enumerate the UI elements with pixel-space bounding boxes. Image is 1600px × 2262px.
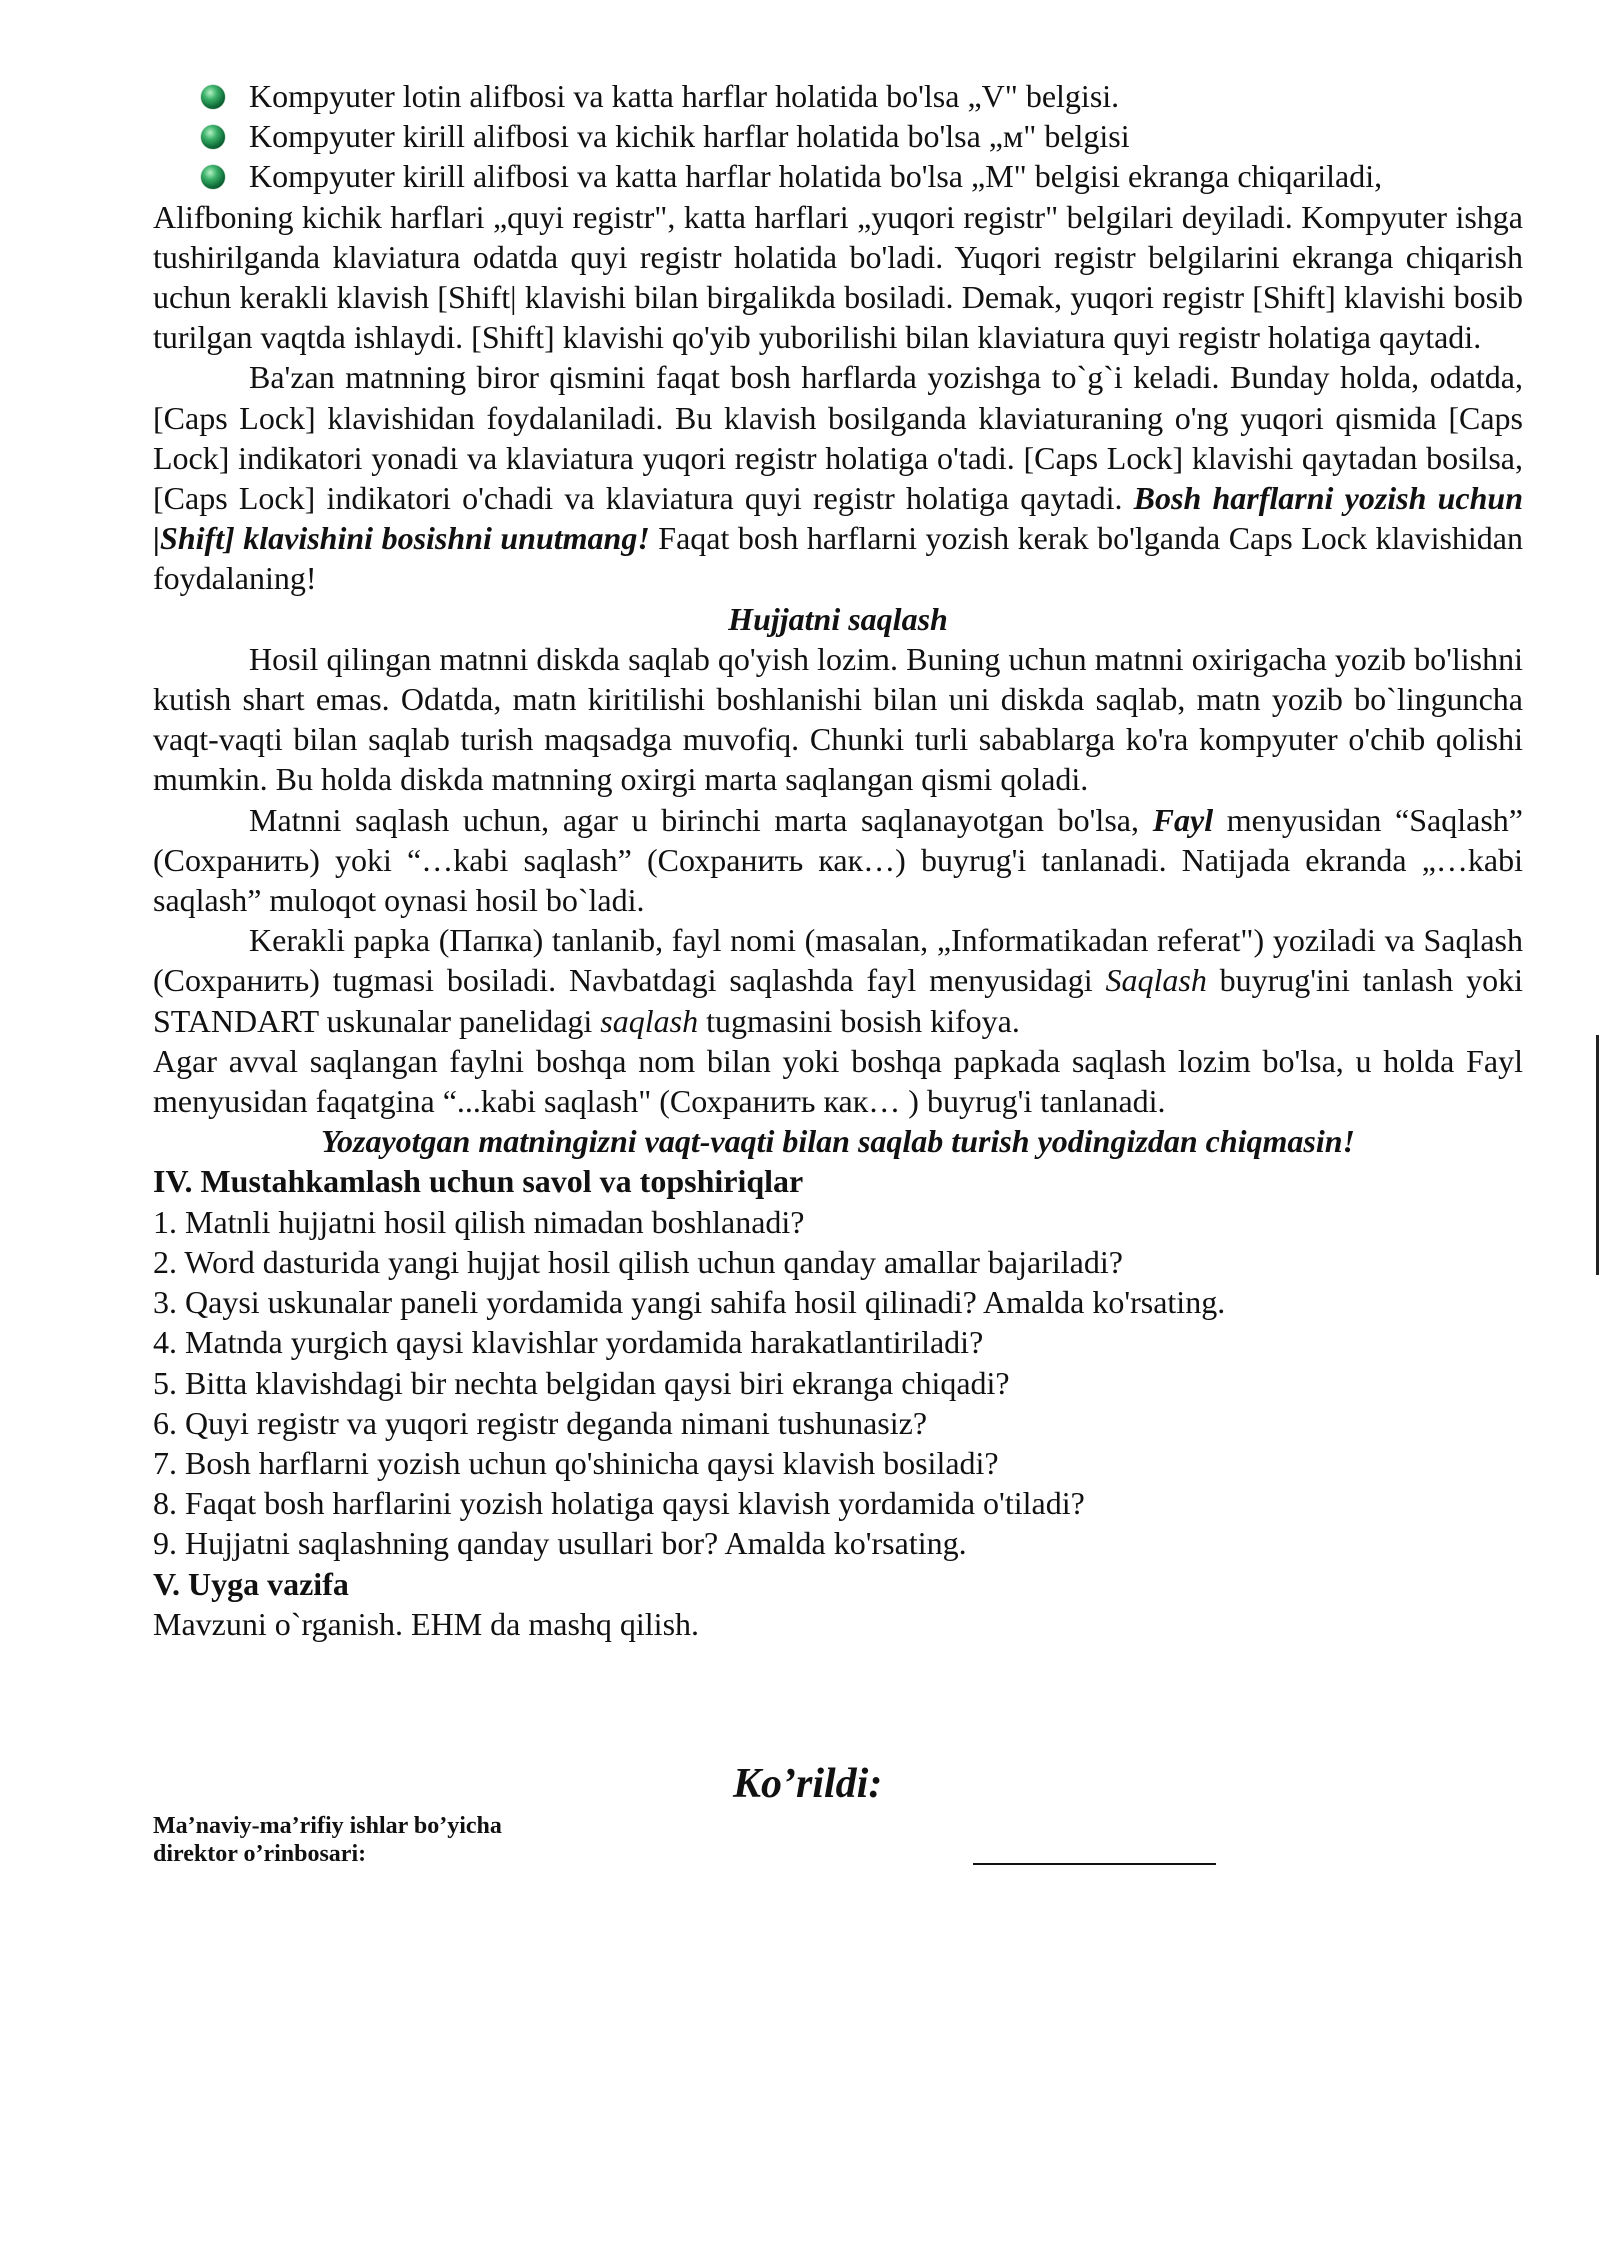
question-item: 7. Bosh harflarni yozish uchun qo'shinicha qaysi klavish bosiladi? — [153, 1444, 999, 1481]
paragraph-text: Ba'zan matnning biror qismini faqat bosh harflarda yozishga to`g`i keladi. Bunday holda, odatda, [Caps Lock] klavishidan foydalaniladi. Bu klavish bosilganda klaviaturaning o'ng yuqori qismida [Caps Lock] indikatori yonadi va klaviatura yuqori registr holatiga o'tadi. [Caps Lock] klavishi qaytadan bosilsa, [Caps Lock] indikatori o'chadi va klaviatura quyi registr holatiga qaytadi. — [153, 359, 1523, 517]
paragraph-save-intro: Hosil qilingan matnni diskda saqlab qo'yish lozim. Buning uchun matnni oxirigacha yozib bo'lishni kutish shart emas. Odatda, matn kiritilishi boshlanishi bilan uni diskda saqlab, matn yozib bo`linguncha vaqt-vaqti bilan saqlab turish maqsadga muvofiq. Chunki turli sabablarga ko'ra kompyuter o'chib qolishi mumkin. Bu holda diskda matnning oxirgi marta saqlangan qismi qoladi. — [153, 640, 1523, 798]
scrollbar-thumb[interactable] — [1596, 1035, 1599, 1275]
section-5-title: V. Uyga vazifa — [153, 1565, 349, 1602]
paragraph-caps-lock — [153, 357, 1523, 598]
questions-list — [153, 1202, 1523, 1564]
question-item: 2. Word dasturida yangi hujjat hosil qilish uchun qanday amallar bajariladi? — [153, 1243, 1123, 1280]
paragraph-text: Kerakli papka (Папка) tanlanib, fayl nomi (masalan, „Informatikadan referat") yoziladi va Saqlash (Сохранить) tugmasi bosiladi. Navbatdagi saqlashda fayl menyusidagi — [153, 922, 1523, 999]
paragraph-text: Faqat bosh harflarni yozish kerak bo'lganda Caps Lock klavishidan foydalaning! — [153, 520, 1524, 597]
paragraph-text: tugmasini bosish kifoya. — [698, 1002, 1020, 1039]
section-4-title: IV. Mustahkamlash uchun savol va topshiriqlar — [153, 1163, 804, 1200]
paragraph-save-as: Agar avval saqlangan faylni boshqa nom bilan yoki boshqa papkada saqlash lozim bo'lsa, u holda Fayl menyusidan faqatgina “...kabi saqlash" (Сохранить как… ) buyrug'i tanlanadi. — [153, 1042, 1523, 1120]
italic-saqlash-lower: saqlash — [600, 1002, 699, 1039]
paragraph-registr: Alifboning kichik harflari „quyi registr", katta harflari „yuqori registr" belgilari deyiladi. Kompyuter ishga tushirilganda klaviatura odatda quyi registr holatida bo'ladi. Yuqori registr belgilarini ekranga chiqarish uchun kerakli klavish [Shift| klavishi bilan birgalikda bosiladi. Demak, yuqori registr [Shift] klavishi bosib turilgan vaqtda ishlaydi. [Shift] klavishi qo'yib yuborilishi bilan klaviatura quyi registr holatiga qaytadi. — [153, 198, 1523, 356]
paragraph-save-button — [153, 920, 1523, 1041]
paragraph-save-steps — [153, 800, 1523, 921]
bullet-text: Kompyuter lotin alifbosi va katta harflar holatida bo'lsa „V" belgisi. — [249, 78, 1120, 114]
question-item: 5. Bitta klavishdagi bir nechta belgidan qaysi biri ekranga chiqadi? — [153, 1364, 1010, 1401]
question-item: 4. Matnda yurgich qaysi klavishlar yordamida harakatlantiriladi? — [153, 1324, 984, 1361]
green-sphere-bullet-icon — [201, 125, 225, 149]
warning-note: Yozayotgan matningizni vaqt-vaqti bilan saqlab turish yodingizdan chiqmasin! — [321, 1123, 1355, 1160]
question-item: 1. Matnli hujjatni hosil qilish nimadan boshlanadi? — [153, 1203, 805, 1240]
question-item: 6. Quyi registr va yuqori registr deganda nimani tushunasiz? — [153, 1404, 928, 1441]
question-item: 9. Hujjatni saqlashning qanday usullari bor? Amalda ko'rsating. — [153, 1525, 967, 1562]
paragraph-text: menyusidan “Saqlash” (Сохранить) yoki “…kabi saqlash” (Сохранить как…) buyrug'i tanlanadi. Natijada ekranda „…kabi saqlash” muloqot oynasi hosil bo`ladi. — [153, 801, 1524, 919]
paragraph-text: Matnni saqlash uchun, agar u birinchi marta saqlanayotgan bo'lsa, — [249, 801, 1153, 838]
signature-block — [153, 1812, 502, 1868]
bullet-item — [153, 156, 1523, 196]
signature-line — [973, 1863, 1216, 1865]
paragraph-text: buyrug'ini tanlash yoki STANDART uskunalar panelidagi — [153, 962, 1524, 1039]
signature-title-line1: Ma’naviy-ma’rifiy ishlar bo’yicha — [153, 1813, 502, 1839]
green-sphere-bullet-icon — [201, 85, 225, 109]
heading-save: Hujjatni saqlash — [728, 600, 948, 637]
reviewed-heading: Ko’rildi: — [733, 1761, 883, 1807]
bullet-item — [153, 76, 1523, 116]
italic-saqlash: Saqlash — [1105, 962, 1207, 999]
signature-title-line2: direktor o’rinbosari: — [153, 1841, 367, 1867]
question-item: 8. Faqat bosh harflarini yozish holatiga qaysi klavish yordamida o'tiladi? — [153, 1485, 1085, 1522]
bullet-text: Kompyuter kirill alifbosi va kichik harflar holatida bo'lsa „м" belgisi — [249, 118, 1130, 155]
question-item: 3. Qaysi uskunalar paneli yordamida yangi sahifa hosil qilinadi? Amalda ko'rsating. — [153, 1284, 1226, 1321]
green-sphere-bullet-icon — [201, 165, 225, 189]
bullet-item — [153, 116, 1523, 156]
bullet-text: Kompyuter kirill alifbosi va katta harflar holatida bo'lsa „M" belgisi ekranga chiqariladi, — [249, 158, 1383, 195]
document-page — [153, 76, 1523, 1644]
emphasis-shift-reminder: Bosh harflarni yozish uchun |Shift] klavishini bosishni unutmang! — [153, 480, 1524, 557]
homework-text: Mavzuni o`rganish. EHM da mashq qilish. — [153, 1605, 700, 1642]
emphasis-fayl: Fayl — [1152, 801, 1214, 838]
